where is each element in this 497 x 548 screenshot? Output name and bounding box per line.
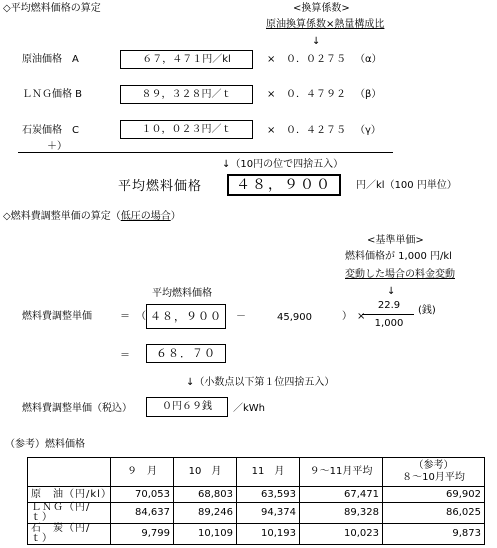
header-nov: 11 月 <box>237 458 300 487</box>
average-fuel-price-unit: 円／kl（100 円単位） <box>356 180 457 191</box>
down-arrow: ↓ <box>387 286 396 297</box>
header-avg: ９～11月平均 <box>300 458 383 487</box>
cell: 63,593 <box>237 487 300 503</box>
table-row <box>28 487 485 503</box>
tax-included-label: 燃料費調整単価（税込） <box>22 403 132 414</box>
row-label-crude: 原 油（円/kl） <box>28 487 111 503</box>
base-condition-line2: 変動した場合の料金変動 <box>345 269 455 280</box>
cell: 10,193 <box>237 524 300 545</box>
table-row <box>28 524 485 545</box>
equals-sign: ＝ <box>120 311 130 322</box>
cell: 10,023 <box>300 524 383 545</box>
down-arrow: ↓ <box>312 36 321 47</box>
coal-price-value: １０，０２３円／ｔ <box>141 123 232 135</box>
coal-price-label: 石炭価格 C <box>22 125 79 136</box>
result-box <box>146 344 226 363</box>
fraction-bar <box>362 314 414 315</box>
row-label-coal: 石 炭（円/ｔ） <box>28 524 111 545</box>
tax-included-box <box>146 397 228 417</box>
times-sign: × <box>267 125 276 136</box>
section1-title: ◇平均燃料価格の算定 <box>3 3 101 14</box>
table-header-row <box>28 458 485 487</box>
section2-title-underlined: 低圧の場合 <box>120 211 171 222</box>
lng-price-box <box>120 85 253 104</box>
result-equals-sign: ＝ <box>120 350 130 361</box>
conversion-coefficient-label: <換算係数> <box>293 3 350 14</box>
crude-price-value: ６７，４７１円／kl <box>142 53 231 65</box>
adjustment-unit-price-label: 燃料費調整単価 <box>22 311 92 322</box>
base-condition-line1: 燃料価格が 1,000 円/kl <box>345 251 452 262</box>
average-fuel-price-input: ４８，９００ <box>150 310 222 323</box>
rounding-note: ↓（10円の位で四捨五入） <box>222 159 344 170</box>
gamma-label: （γ） <box>355 125 381 136</box>
section2-title-suffix: ） <box>170 211 181 222</box>
conversion-formula: 原油換算係数×熱量構成比 <box>266 19 385 30</box>
reference-title: （参考）燃料価格 <box>5 439 85 450</box>
fraction-denominator: 1,000 <box>374 318 404 329</box>
sum-rule <box>18 152 393 153</box>
crude-price-label: 原油価格 A <box>22 54 79 65</box>
reference-fuel-price-table <box>27 457 485 545</box>
cell: 70,053 <box>111 487 174 503</box>
adjustment-result: ６８．７０ <box>156 347 216 360</box>
cell: 86,025 <box>383 503 485 524</box>
cell: 89,246 <box>174 503 237 524</box>
tax-included-unit: ／kWh <box>233 403 266 414</box>
times-sign: × <box>267 54 276 65</box>
base-fuel-price: 45,900 <box>277 312 312 323</box>
coal-coefficient: ０．４２７５ <box>286 125 346 136</box>
base-unit-price-label: <基準単価> <box>367 235 424 246</box>
cell: 9,799 <box>111 524 174 545</box>
crude-coefficient: ０．０２７５ <box>286 54 346 65</box>
beta-label: （β） <box>355 89 382 100</box>
times-sign: × <box>267 89 276 100</box>
open-paren: （ <box>136 311 146 322</box>
tax-included-value: ０円６９銭 <box>162 401 212 412</box>
cell: 68,803 <box>174 487 237 503</box>
average-fuel-price-caption: 平均燃料価格 <box>152 288 212 299</box>
section2-title-prefix: ◇燃料費調整単価の算定（ <box>3 211 121 222</box>
cell: 69,902 <box>383 487 485 503</box>
average-fuel-price-value: ４８，９００ <box>236 177 332 193</box>
average-fuel-price-input-box <box>146 304 226 329</box>
cell: 84,637 <box>111 503 174 524</box>
fraction-numerator: 22.9 <box>377 300 401 311</box>
header-ref-avg: （参考） ８～10月平均 <box>383 458 485 487</box>
alpha-label: （α） <box>355 54 382 65</box>
crude-price-box <box>120 50 253 69</box>
fraction-unit: (銭) <box>418 305 436 316</box>
header-sep: ９ 月 <box>111 458 174 487</box>
lng-price-value: ８９，３２８円／ｔ <box>141 88 232 100</box>
lng-coefficient: ０．４７９２ <box>286 89 346 100</box>
cell: 10,109 <box>174 524 237 545</box>
decimal-rounding-note: ↓（小数点以下第１位四捨五入） <box>186 377 335 388</box>
cell: 9,873 <box>383 524 485 545</box>
header-blank <box>28 458 111 487</box>
cell: 67,471 <box>300 487 383 503</box>
average-fuel-price-box <box>227 174 341 196</box>
lng-price-label: ＬＮＧ価格 B <box>22 89 83 100</box>
plus-mark: ＋） <box>47 141 67 152</box>
average-fuel-price-label: 平均燃料価格 <box>118 179 203 194</box>
minus-sign: － <box>236 311 246 322</box>
header-oct: 10 月 <box>174 458 237 487</box>
table-row <box>28 503 485 524</box>
cell: 89,328 <box>300 503 383 524</box>
section2-title <box>3 212 181 222</box>
cell: 94,374 <box>237 503 300 524</box>
row-label-lng: ＬＮＧ（円/ｔ） <box>28 503 111 524</box>
close-paren-times: ） × <box>342 311 366 322</box>
coal-price-box <box>120 120 253 139</box>
